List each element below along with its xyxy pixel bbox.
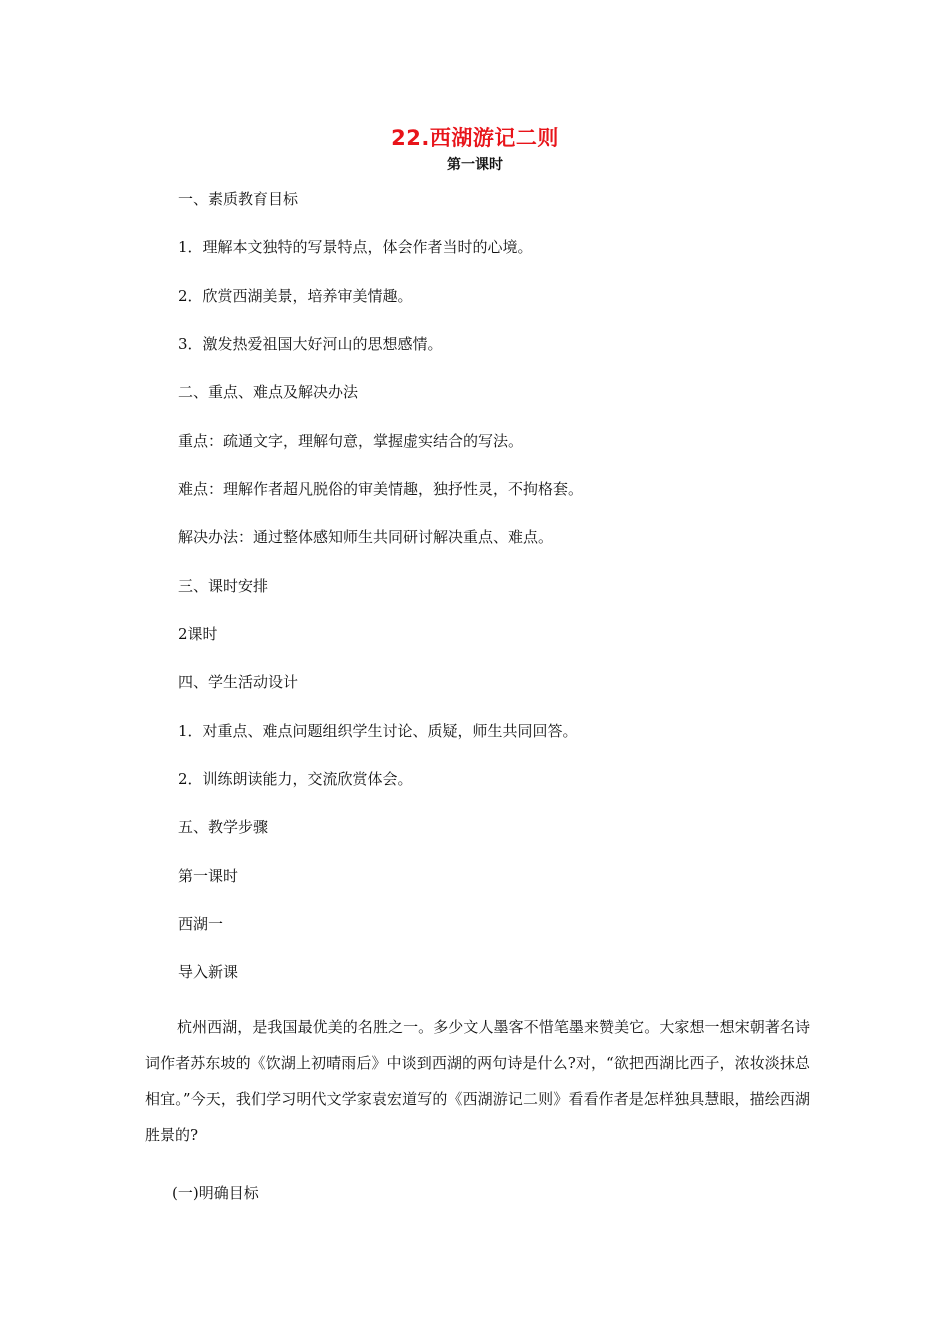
solution-text: 解决办法：通过整体感知师生共同研讨解决重点、难点。: [178, 528, 554, 546]
section-heading-goals: 一、素质教育目标: [178, 190, 299, 208]
section-heading-key-points: 二、重点、难点及解决办法: [178, 383, 359, 401]
activity-item-2: 2．训练朗读能力，交流欣赏体会。: [178, 770, 413, 788]
section-heading-steps: 五、教学步骤: [178, 818, 269, 836]
intro-heading: 导入新课: [178, 963, 239, 981]
subsection-heading: (一)明确目标: [172, 1184, 259, 1202]
activity-item-1: 1．对重点、难点问题组织学生讨论、质疑，师生共同回答。: [178, 722, 578, 740]
schedule-text: 2课时: [178, 625, 218, 643]
section-heading-activities: 四、学生活动设计: [178, 673, 299, 691]
document-title: 22.西湖游记二则: [391, 126, 559, 150]
goal-item-1: 1．理解本文独特的写景特点，体会作者当时的心境。: [178, 238, 533, 256]
intro-paragraph: 杭州西湖，是我国最优美的名胜之一。多少文人墨客不惜笔墨来赞美它。大家想一想宋朝著名诗词作者苏东坡的《饮湖上初晴雨后》中谈到西湖的两句诗是什么?对，“欲把西湖比西子，浓妆淡抹总相宜。”今天，我们学习明代文学家袁宏道写的《西湖游记二则》看看作者是怎样独具慧眼，描绘西湖胜景的?: [145, 1018, 810, 1144]
difficulty-text: 难点：理解作者超凡脱俗的审美情趣，独抒性灵，不拘格套。: [178, 480, 584, 498]
text-heading: 西湖一: [178, 915, 224, 933]
key-point-text: 重点：疏通文字，理解句意，掌握虚实结合的写法。: [178, 432, 524, 450]
section-heading-schedule: 三、课时安排: [178, 577, 269, 595]
lesson-heading: 第一课时: [178, 867, 239, 885]
goal-item-3: 3．激发热爱祖国大好河山的思想感情。: [178, 335, 443, 353]
goal-item-2: 2．欣赏西湖美景，培养审美情趣。: [178, 287, 413, 305]
document-subtitle: 第一课时: [447, 157, 503, 173]
